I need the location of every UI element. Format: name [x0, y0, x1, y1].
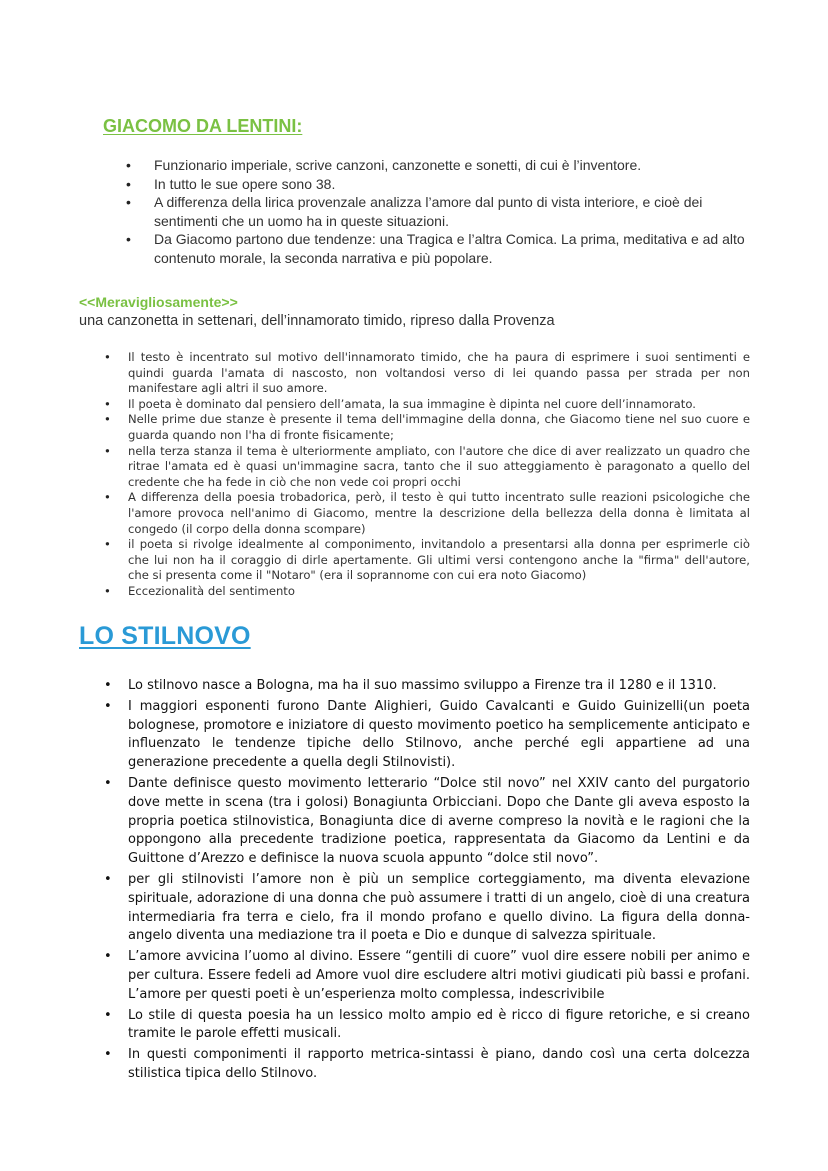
lentini-list [126, 156, 746, 267]
subheading-meravigliosamente: <<Meravigliosamente>> [79, 294, 238, 310]
list-item: • Eccezionalità del sentimento [104, 584, 750, 600]
list-item: • Dante definisce questo movimento letterario “Dolce stil novo” nel XXIV canto del purgatorio dove mette in scena (tra i golosi) Bonagiunta Orbicciani. Dopo che Dante gli aveva esposto la propria poetica stilnovistica, Bonagiunta dice di averne compreso la novità e le ragioni che la oppongono alla precedente tradizione poetica, rappresentata da Giacomo da Lentini e da Guittone d’Arezzo e definisce la nuova scuola appunto “dolce stil novo”. [104, 775, 750, 869]
heading-giacomo-da-lentini: GIACOMO DA LENTINI: [103, 116, 303, 136]
list-item: • Funzionario imperiale, scrive canzoni, canzonette e sonetti, di cui è l’inventore. [126, 156, 746, 175]
list-item: • per gli stilnovisti l’amore non è più un semplice corteggiamento, ma diventa elevazione spirituale, adorazione di una donna che può assumere i tratti di un angelo, cioè di una creatura intermediaria fra terra e cielo, fra il mondo profano e quello divino. La figura della donna-angelo diventa una mediazione tra il poeta e Dio e dunque di salvezza spirituale. [104, 871, 750, 946]
list-item: • il poeta si rivolge idealmente al componimento, invitandolo a presentarsi alla donna per esprimerle ciò che lui non ha il coraggio di dirle apertamente. Gli ultimi versi contengono anche la "firma" dell'autore, che si presenta come il "Notaro" (era il soprannome con cui era noto Giacomo) [104, 537, 750, 584]
heading-lo-stilnovo: LO STILNOVO [79, 622, 251, 650]
list-item: • Lo stile di questa poesia ha un lessico molto ampio ed è ricco di figure retoriche, e si creano tramite le parole effetti musicali. [104, 1007, 750, 1045]
list-item: • Lo stilnovo nasce a Bologna, ma ha il suo massimo sviluppo a Firenze tra il 1280 e il 1310. [104, 677, 750, 696]
list-item: • In tutto le sue opere sono 38. [126, 175, 746, 194]
list-item: • A differenza della poesia trobadorica, però, il testo è qui tutto incentrato sulle reazioni psicologiche che l'amore provoca nell'animo di Giacomo, mentre la descrizione della bellezza della donna è limitata al congedo (il corpo della donna scompare) [104, 490, 750, 537]
list-item: • I maggiori esponenti furono Dante Alighieri, Guido Cavalcanti e Guido Guinizelli(un poeta bolognese, promotore e iniziatore di questo movimento poetico ha semplicemente anticipato e influenzato le tendenze tipiche dello Stilnovo, anche perché egli appartiene ad una generazione precedente a quella degli Stilnovisti). [104, 698, 750, 773]
list-item: • L’amore avvicina l’uomo al divino. Essere “gentili di cuore” vuol dire essere nobili per animo e per cultura. Essere fedeli ad Amore vuol dire escludere altri motivi giudicati più bassi e profani. L’amore per questi poeti è un’esperienza molto complessa, indescrivibile [104, 948, 750, 1004]
list-item: • Il poeta è dominato dal pensiero dell’amata, la sua immagine è dipinta nel cuore dell’innamorato. [104, 397, 750, 413]
list-item: • A differenza della lirica provenzale analizza l’amore dal punto di vista interiore, e cioè dei sentimenti che un uomo ha in queste situazioni. [126, 193, 746, 230]
list-item: • In questi componimenti il rapporto metrica-sintassi è piano, dando così una certa dolcezza stilistica tipica dello Stilnovo. [104, 1046, 750, 1084]
meravigliosamente-description: una canzonetta in settenari, dell’innamorato timido, ripreso dalla Provenza [79, 313, 555, 329]
list-item: • Da Giacomo partono due tendenze: una Tragica e l’altra Comica. La prima, meditativa e ad alto contenuto morale, la seconda narrativa e più popolare. [126, 230, 746, 267]
meravigliosamente-list [104, 350, 750, 600]
list-item: • Il testo è incentrato sul motivo dell'innamorato timido, che ha paura di esprimere i suoi sentimenti e quindi guarda l'amata di nascosto, non voltandosi verso di lei quando passa per strada per non manifestare agli altri il suo amore. [104, 350, 750, 397]
list-item: • Nelle prime due stanze è presente il tema dell'immagine della donna, che Giacomo tiene nel suo cuore e guarda quando non l'ha di fronte fisicamente; [104, 412, 750, 443]
stilnovo-list [104, 677, 750, 1086]
list-item: • nella terza stanza il tema è ulteriormente ampliato, con l'autore che dice di aver realizzato un quadro che ritrae l'amata ed è quasi un'immagine sacra, tanto che il suo atteggiamento è paragonato a quello del credente che ha fede in ciò che non vede coi propri occhi [104, 444, 750, 491]
